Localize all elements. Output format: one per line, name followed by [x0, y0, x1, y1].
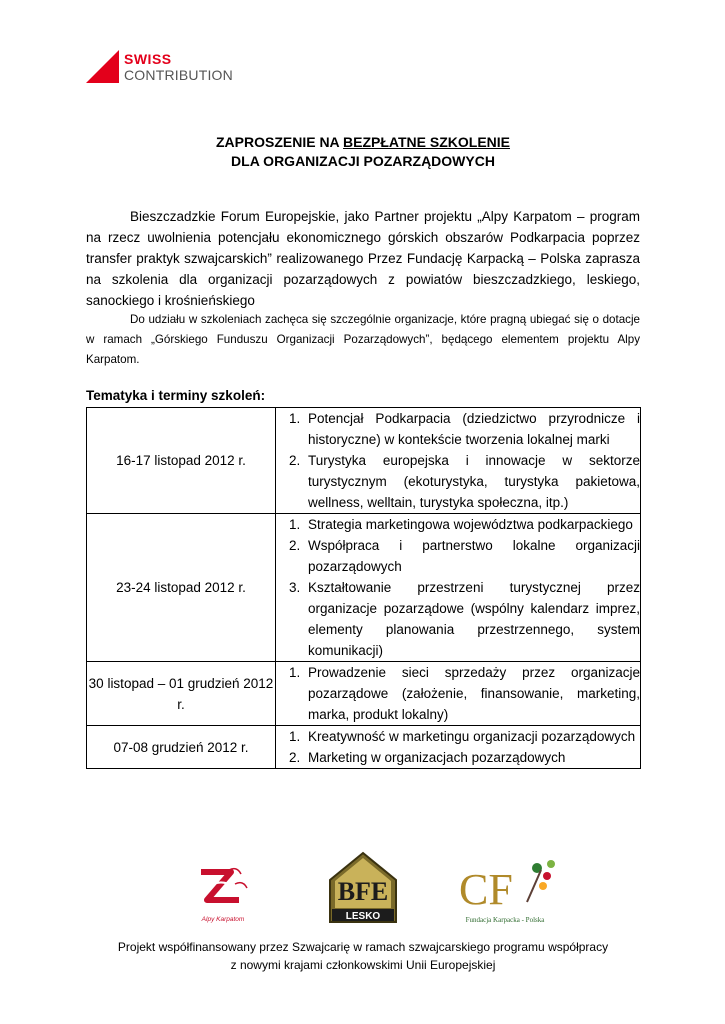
footer-line2: z nowymi krajami członkowskimi Unii Europejskiej — [230, 958, 496, 972]
alpy-karpatom-logo — [193, 864, 253, 924]
partner-logos — [0, 850, 725, 930]
topics-list — [276, 662, 640, 725]
fundacja-karpacka-logo — [455, 854, 565, 928]
schedule-topics — [276, 662, 641, 726]
list-item: 2. Turystyka europejska i innowacje w sektorze turystycznym (ekoturystyka, turystyka pakietowa, wellness, welltain, turystyka społeczna, itp.) — [304, 450, 640, 513]
topics-list — [276, 514, 640, 661]
swiss-flag-icon — [86, 50, 119, 83]
schedule-date: 30 listopad – 01 grudzień 2012 r. — [87, 662, 276, 726]
topics-list — [276, 726, 640, 768]
fundacja-karpacka-icon — [455, 854, 565, 916]
cf-caption: Fundacja Karpacka - Polska — [465, 916, 545, 924]
bfe-letters: BFE — [337, 877, 389, 906]
document-title — [86, 133, 640, 171]
title-line1 — [86, 133, 640, 152]
schedule-date: 07-08 grudzień 2012 r. — [87, 726, 276, 769]
schedule-label: Tematyka i terminy szkoleń: — [86, 388, 266, 403]
bfe-lesko-logo — [326, 850, 400, 926]
footer — [86, 938, 640, 974]
note-section — [86, 310, 640, 370]
table-row — [87, 514, 641, 662]
schedule-topics — [276, 408, 641, 514]
list-item: 3. Kształtowanie przestrzeni turystycznej przez organizacje pozarządowe (wspólny kalendarz imprez, elementy planowania przestrzennego, system komunikacji) — [304, 577, 640, 661]
bfe-lesko-icon — [326, 850, 400, 926]
schedule-topics — [276, 514, 641, 662]
list-item: 1. Potencjał Podkarpacia (dziedzictwo przyrodnicze i historyczne) w kontekście tworzenia lokalnej marki — [304, 408, 640, 450]
schedule-date: 23-24 listopad 2012 r. — [87, 514, 276, 662]
list-item: 2. Marketing w organizacjach pozarządowych — [304, 747, 640, 768]
topics-list — [276, 408, 640, 513]
list-item: 1. Strategia marketingowa województwa podkarpackiego — [304, 514, 640, 535]
intro-paragraph: Bieszczadzkie Forum Europejskie, jako Partner projektu „Alpy Karpatom – program na rzecz uwolnienia potencjału ekonomicznego górskich obszarów Podkarpacia poprzez transfer praktyk szwajcarskich” realizowanego Przez Fundację Karpacką – Polska zaprasza na szkolenia dla organizacji pozarządowych z powiatów bieszczadzkiego, leskiego, sanockiego i krośnieńskiego — [86, 209, 640, 308]
schedule-date: 16-17 listopad 2012 r. — [87, 408, 276, 514]
table-row — [87, 408, 641, 514]
cf-letters: CF — [459, 865, 513, 914]
intro-section — [86, 206, 640, 311]
title-prefix: ZAPROSZENIE NA — [215, 134, 344, 150]
swiss-contribution-logo — [86, 50, 286, 90]
list-item: 1. Prowadzenie sieci sprzedaży przez organizacje pozarządowe (założenie, finansowanie, marketing, marka, produkt lokalny) — [304, 662, 640, 725]
schedule-topics — [276, 726, 641, 769]
alpy-karpatom-icon — [193, 864, 253, 914]
logo-line2: CONTRIBUTION — [124, 67, 233, 83]
table-row — [87, 726, 641, 769]
list-item: 2. Współpraca i partnerstwo lokalne organizacji pozarządowych — [304, 535, 640, 577]
alpy-caption: Alpy Karpatom — [201, 916, 245, 923]
logo-line1: SWISS — [124, 51, 172, 67]
title-underlined: BEZPŁATNE SZKOLENIE — [343, 134, 510, 150]
bfe-caption: LESKO — [345, 911, 381, 922]
list-item: 1. Kreatywność w marketingu organizacji pozarządowych — [304, 726, 640, 747]
footer-line1: Projekt współfinansowany przez Szwajcarię w ramach szwajcarskiego programu współpracy — [117, 940, 609, 954]
intro-note: Do udziału w szkoleniach zachęca się szczególnie organizacje, które pragną ubiegać się o dotacje w ramach „Górskiego Funduszu Organizacji Pozarządowych”, będącego elementem projektu Alpy Karpatom. — [86, 313, 640, 366]
schedule-table — [86, 407, 641, 769]
title-line2: DLA ORGANIZACJI POZARZĄDOWYCH — [231, 153, 495, 169]
table-row — [87, 662, 641, 726]
